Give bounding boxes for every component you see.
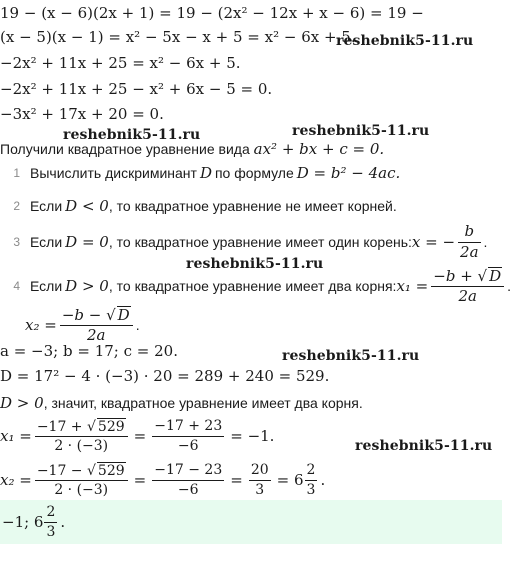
discriminant-line: D = 17² − 4 · (−3) · 20 = 289 + 240 = 529. [0,367,330,385]
fraction-denominator: 3 [46,523,56,540]
watermark: reshebnik5-11.ru [292,123,430,139]
sqrt-radicand: 529 [97,418,125,435]
fraction-numerator: −b − √ D [60,306,133,326]
equation-line-4: −3x² + 17x + 20 = 0. [0,105,164,123]
fraction-denominator: 2a [460,242,479,261]
intro-text: Получили квадратное уравнение вида [0,141,254,157]
x2-fraction-2 [152,462,224,497]
fraction-denominator: 2a [87,326,106,344]
step-end: . [135,317,140,333]
equals-sign: = [133,470,147,489]
fraction-numerator: −17 + √ 529 [35,418,128,437]
fraction-numerator: −b + √ D [431,267,504,287]
x1-lhs: x₁ = [0,427,32,445]
sqrt-radicand: D [117,305,130,324]
step-tail: , то квадратное уравнение имеет один корень: [108,234,412,250]
step-text: Если [30,234,63,250]
step-end: . [507,278,511,294]
step-number: 3 [13,235,20,249]
fraction-denominator: 2a [458,287,477,305]
fraction-numerator: −17 + 23 [152,418,224,436]
fraction-numerator: −17 − √ 529 [35,462,128,481]
step-item-1 [0,163,400,183]
fraction-numerator: 2 [305,462,318,480]
conclusion-formula: D > 0 [0,394,44,412]
equation-line-1b: (x − 5)(x − 1) = x² − 5x − x + 5 = x² − 6x + 5. [0,28,356,46]
fraction-denominator: 2 · (−3) [54,438,109,454]
step-formula: D < 0 [65,197,109,215]
step-number: 1 [13,166,20,180]
answer-box [0,500,502,544]
step-number: 2 [13,199,20,213]
mixed-number-whole: = 6 [276,470,304,489]
fraction-denominator: −6 [177,481,199,498]
fraction-denominator: 2 · (−3) [54,482,109,498]
root-fraction [431,267,504,306]
step-text: Если [30,198,63,214]
x1-fraction-1 [35,418,128,454]
x2-fraction-3 [249,462,271,497]
step-text: Вычислить дискриминант [30,165,197,181]
x2-fraction-1 [35,462,128,498]
fraction-denominator: −6 [177,437,199,454]
sqrt-radicand: D [489,266,502,285]
step-item-2 [0,196,397,216]
watermark: reshebnik5-11.ru [282,348,420,364]
answer-end: . [60,512,66,531]
fraction-numerator: 20 [249,462,271,480]
root-fraction [60,306,133,345]
fraction-numerator: 2 [44,504,57,522]
fraction-denominator: 3 [306,481,316,498]
x2-fraction-4 [305,462,318,497]
equals-sign: = [133,426,147,445]
conclusion-text: , значит, квадратное уравнение имеет два корня. [43,395,363,411]
answer-fraction [44,504,57,539]
watermark: reshebnik5-11.ru [336,33,474,49]
step-number: 4 [13,279,20,293]
step-item-4-second-root [25,304,140,346]
x2-line [0,458,325,502]
intro-formula: ax² + bx + c = 0. [253,140,385,158]
step-var: D [199,164,212,182]
step-formula: D > 0 [65,277,109,295]
x1-line [0,414,274,458]
x1-result: = −1. [230,426,275,445]
sqrt-radicand: 529 [97,462,125,479]
equation-line-3: −2x² + 11x + 25 − x² + 6x − 5 = 0. [0,80,273,98]
watermark: reshebnik5-11.ru [355,438,493,454]
coefficients-line: a = −3; b = 17; c = 20. [0,342,178,360]
step-tail: , то квадратное уравнение не имеет корней. [108,198,397,214]
x2-lhs: x₂ = [0,471,32,489]
step-end: . [483,234,488,250]
x1-fraction-2 [152,418,224,453]
x2-end: . [320,470,326,489]
step-formula: D = 0 [65,233,109,251]
root-formula: x₂ = [25,316,57,334]
root-formula: x = − [411,233,456,251]
watermark: reshebnik5-11.ru [63,127,201,143]
fraction-numerator: b [458,223,481,242]
equals-sign: = [230,470,243,489]
equation-line-2: −2x² + 11x + 25 = x² − 6x + 5. [0,54,241,72]
root-formula: x₁ = [396,277,429,295]
fraction-numerator: −17 − 23 [152,462,224,480]
equation-line-1a: 19 − (x − 6)(2x + 1) = 19 − (2x² − 12x + x − 6) = 19 − [0,4,424,22]
watermark: reshebnik5-11.ru [186,256,324,272]
root-fraction [458,223,481,261]
answer-prefix: −1; 6 [2,512,44,531]
step-tail: , то квадратное уравнение имеет два корня: [108,278,397,294]
step-text: Если [30,278,63,294]
step-mid: по формуле [214,165,294,181]
fraction-denominator: 3 [255,481,265,498]
step-formula: D = b² − 4ac. [296,164,401,182]
conclusion-line [0,394,363,412]
